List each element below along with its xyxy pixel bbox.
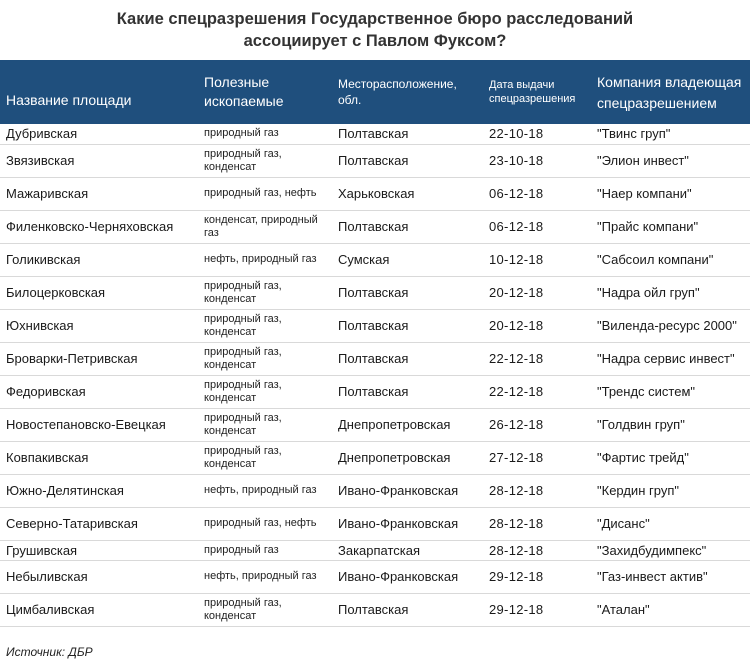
cell-location: Полтавская xyxy=(332,276,483,309)
cell-date: 28-12-18 xyxy=(483,540,591,560)
cell-name: Броварки-Петривская xyxy=(0,342,198,375)
cell-minerals: природный газ, конденсат xyxy=(198,408,332,441)
table-row xyxy=(0,276,750,309)
cell-name: Юхнивская xyxy=(0,309,198,342)
cell-date: 29-12-18 xyxy=(483,560,591,593)
cell-minerals: природный газ xyxy=(198,124,332,144)
cell-name: Билоцерковская xyxy=(0,276,198,309)
cell-company: "Фартис трейд" xyxy=(591,441,750,474)
table-header xyxy=(0,60,750,124)
cell-location: Полтавская xyxy=(332,210,483,243)
table-row xyxy=(0,540,750,560)
cell-company: "Сабсоил компани" xyxy=(591,243,750,276)
cell-location: Харьковская xyxy=(332,177,483,210)
table-row xyxy=(0,124,750,144)
cell-location: Сумская xyxy=(332,243,483,276)
cell-date: 06-12-18 xyxy=(483,210,591,243)
header-location: Месторасположение, обл. xyxy=(338,77,457,107)
title-line-1: Какие спецразрешения Государственное бюро расследований xyxy=(116,10,634,28)
cell-company: "Прайс компани" xyxy=(591,210,750,243)
cell-date: 06-12-18 xyxy=(483,177,591,210)
table-row xyxy=(0,210,750,243)
cell-date: 22-12-18 xyxy=(483,375,591,408)
table-row xyxy=(0,309,750,342)
cell-location: Полтавская xyxy=(332,593,483,626)
title-line-2: ассоциирует с Павлом Фуксом? xyxy=(243,32,507,50)
cell-name: Дубривская xyxy=(0,124,198,144)
cell-company: "Газ-инвест актив" xyxy=(591,560,750,593)
cell-company: "Надра ойл груп" xyxy=(591,276,750,309)
cell-location: Полтавская xyxy=(332,309,483,342)
cell-name: Голикивская xyxy=(0,243,198,276)
table-row xyxy=(0,342,750,375)
cell-minerals: конденсат, природный газ xyxy=(198,210,332,243)
cell-name: Грушивская xyxy=(0,540,198,560)
cell-date: 20-12-18 xyxy=(483,276,591,309)
cell-name: Филенковско-Черняховская xyxy=(0,210,198,243)
cell-name: Северно-Татаривская xyxy=(0,507,198,540)
cell-name: Ковпакивская xyxy=(0,441,198,474)
cell-date: 22-12-18 xyxy=(483,342,591,375)
cell-minerals: природный газ, конденсат xyxy=(198,276,332,309)
table-row xyxy=(0,560,750,593)
cell-location: Днепропетровская xyxy=(332,441,483,474)
header-minerals: Полезные ископаемые xyxy=(204,74,284,109)
cell-minerals: нефть, природный газ xyxy=(198,560,332,593)
cell-name: Новостепановско-Евецкая xyxy=(0,408,198,441)
cell-company: "Голдвин груп" xyxy=(591,408,750,441)
table-row xyxy=(0,441,750,474)
cell-name: Небыливская xyxy=(0,560,198,593)
cell-company: "Наер компани" xyxy=(591,177,750,210)
cell-location: Полтавская xyxy=(332,342,483,375)
table-row xyxy=(0,408,750,441)
cell-location: Ивано-Франковская xyxy=(332,507,483,540)
cell-date: 27-12-18 xyxy=(483,441,591,474)
cell-name: Цимбаливская xyxy=(0,593,198,626)
cell-date: 10-12-18 xyxy=(483,243,591,276)
cell-company: "Аталан" xyxy=(591,593,750,626)
cell-minerals: нефть, природный газ xyxy=(198,474,332,507)
cell-minerals: природный газ, нефть xyxy=(198,507,332,540)
table-row xyxy=(0,507,750,540)
cell-location: Полтавская xyxy=(332,124,483,144)
table-row xyxy=(0,593,750,626)
cell-name: Звязивская xyxy=(0,144,198,177)
cell-minerals: природный газ xyxy=(198,540,332,560)
cell-minerals: природный газ, конденсат xyxy=(198,309,332,342)
cell-company: "Надра сервис инвест" xyxy=(591,342,750,375)
cell-company: "Дисанс" xyxy=(591,507,750,540)
source-note: Источник: ДБР xyxy=(6,645,93,659)
page-title xyxy=(0,0,750,60)
cell-name: Федоривская xyxy=(0,375,198,408)
cell-location: Полтавская xyxy=(332,375,483,408)
cell-company: "Трендс систем" xyxy=(591,375,750,408)
cell-minerals: природный газ, конденсат xyxy=(198,342,332,375)
cell-minerals: нефть, природный газ xyxy=(198,243,332,276)
cell-minerals: природный газ, конденсат xyxy=(198,441,332,474)
table-row xyxy=(0,177,750,210)
header-name: Название площади xyxy=(6,92,132,108)
cell-company: "Кердин груп" xyxy=(591,474,750,507)
cell-date: 28-12-18 xyxy=(483,474,591,507)
table-row xyxy=(0,474,750,507)
table-row xyxy=(0,243,750,276)
cell-company: "Элион инвест" xyxy=(591,144,750,177)
cell-name: Южно-Делятинская xyxy=(0,474,198,507)
header-company: Компания владеющая спецразрешением xyxy=(597,74,742,111)
cell-location: Днепропетровская xyxy=(332,408,483,441)
cell-company: "Виленда-ресурс 2000" xyxy=(591,309,750,342)
cell-location: Ивано-Франковская xyxy=(332,474,483,507)
cell-date: 22-10-18 xyxy=(483,124,591,144)
cell-minerals: природный газ, конденсат xyxy=(198,375,332,408)
cell-date: 29-12-18 xyxy=(483,593,591,626)
cell-minerals: природный газ, нефть xyxy=(198,177,332,210)
table-body xyxy=(0,124,750,626)
cell-name: Мажаривская xyxy=(0,177,198,210)
cell-company: "Твинс груп" xyxy=(591,124,750,144)
cell-location: Полтавская xyxy=(332,144,483,177)
cell-location: Закарпатская xyxy=(332,540,483,560)
table-row xyxy=(0,375,750,408)
cell-minerals: природный газ, конденсат xyxy=(198,593,332,626)
cell-minerals: природный газ, конденсат xyxy=(198,144,332,177)
cell-date: 23-10-18 xyxy=(483,144,591,177)
cell-date: 26-12-18 xyxy=(483,408,591,441)
header-date: Дата выдачи спецразрешения xyxy=(489,79,576,105)
permits-table xyxy=(0,60,750,627)
cell-date: 28-12-18 xyxy=(483,507,591,540)
cell-date: 20-12-18 xyxy=(483,309,591,342)
cell-location: Ивано-Франковская xyxy=(332,560,483,593)
table-row xyxy=(0,144,750,177)
cell-company: "Захидбудимпекс" xyxy=(591,540,750,560)
